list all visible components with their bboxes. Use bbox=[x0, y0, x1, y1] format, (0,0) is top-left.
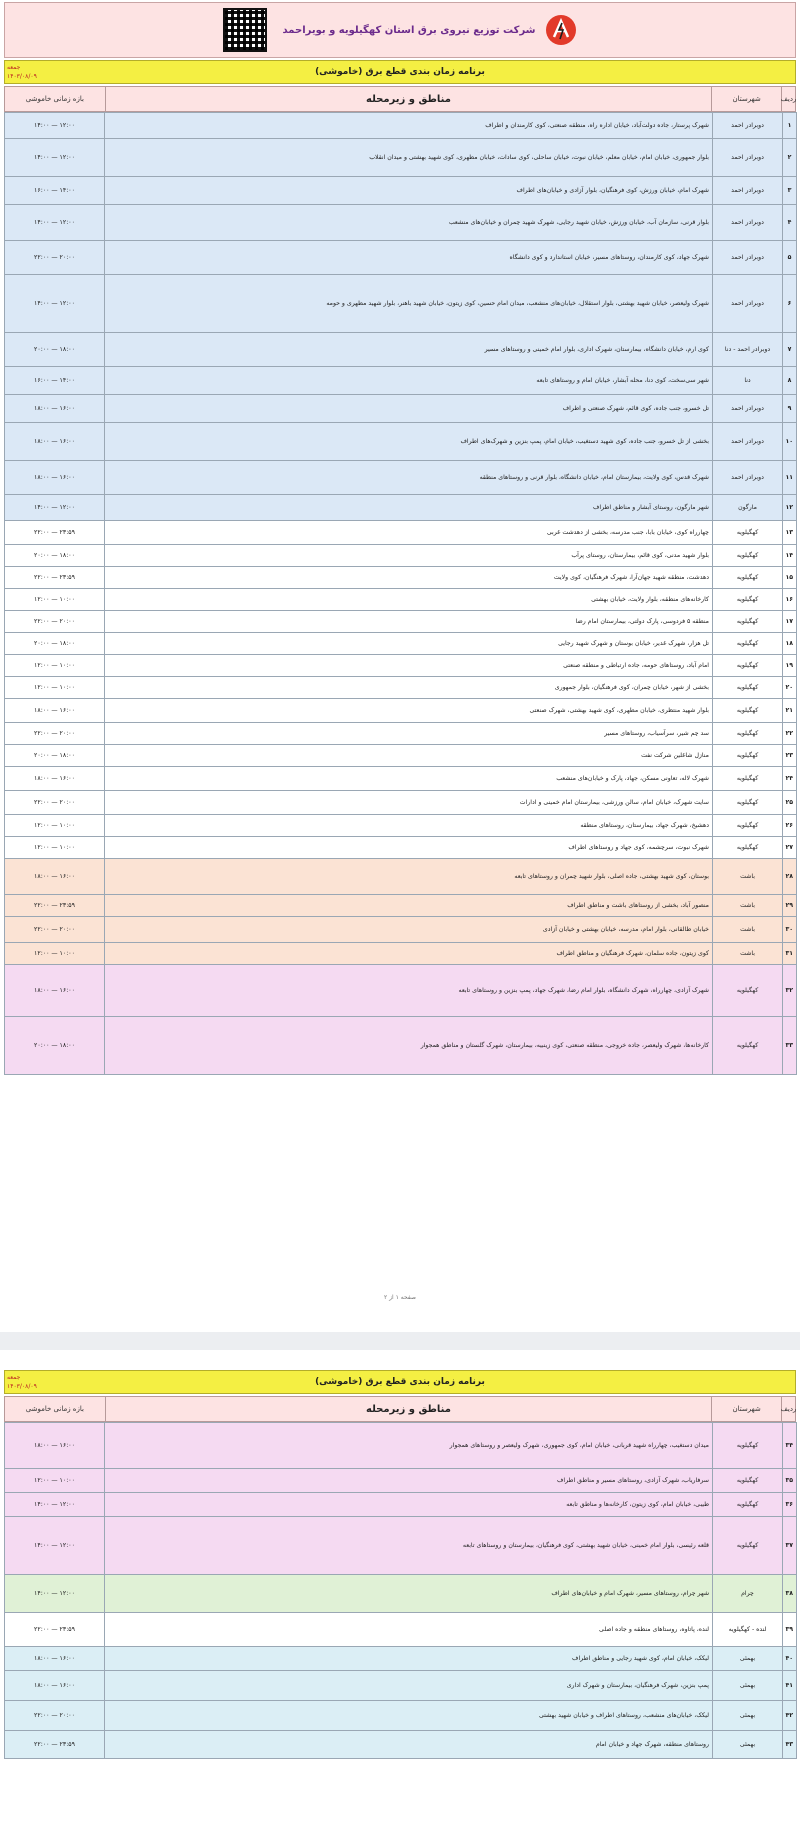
row-number: ۱۸ bbox=[783, 633, 797, 655]
row-number: ۳۱ bbox=[783, 943, 797, 965]
table-row bbox=[5, 1017, 797, 1075]
row-time: ۲۲:۰۰ — ۲۰:۰۰ bbox=[5, 723, 105, 745]
table-row bbox=[5, 567, 797, 589]
row-number: ۵ bbox=[783, 241, 797, 275]
row-time: ۱۸:۰۰ — ۱۶:۰۰ bbox=[5, 461, 105, 495]
row-city: دوبرادر احمد bbox=[713, 139, 783, 177]
table-row bbox=[5, 1423, 797, 1469]
table-row bbox=[5, 917, 797, 943]
row-areas: کوی زیتون، جاده سلمان، شهرک فرهنگیان و مناطق اطراف bbox=[105, 943, 713, 965]
row-city: کهگیلویه bbox=[713, 723, 783, 745]
row-number: ۴۳ bbox=[783, 1731, 797, 1759]
row-areas: منطقه ۵ فردوسی، پارک دولتی، بیمارستان امام رضا bbox=[105, 611, 713, 633]
company-name: شرکت توزیع نیروی برق استان کهگیلویه و بویراحمد bbox=[282, 24, 536, 36]
table-row bbox=[5, 677, 797, 699]
row-city: کهگیلویه bbox=[713, 655, 783, 677]
row-areas: خیابان طالقانی، بلوار امام، مدرسه، خیابان بهشتی و خیابان آزادی bbox=[105, 917, 713, 943]
row-city: لنده - کهگیلویه bbox=[713, 1613, 783, 1647]
row-time: ۲۲:۰۰ — ۲۰:۰۰ bbox=[5, 917, 105, 943]
table-row bbox=[5, 1493, 797, 1517]
row-time: ۱۸:۰۰ — ۱۶:۰۰ bbox=[5, 1647, 105, 1671]
row-city: دوبرادر احمد bbox=[713, 461, 783, 495]
row-time: ۱۲:۰۰ — ۱۰:۰۰ bbox=[5, 589, 105, 611]
row-number: ۱۹ bbox=[783, 655, 797, 677]
table-row bbox=[5, 461, 797, 495]
row-number: ۳۹ bbox=[783, 1613, 797, 1647]
table-row bbox=[5, 943, 797, 965]
row-areas: سرفاریاب، شهرک آزادی، روستاهای مسیر و مناطق اطراف bbox=[105, 1469, 713, 1493]
row-time: ۲۲:۰۰ — ۲۰:۰۰ bbox=[5, 241, 105, 275]
row-city: دوبرادر احمد - دنا bbox=[713, 333, 783, 367]
table-row bbox=[5, 815, 797, 837]
row-number: ۳۸ bbox=[783, 1575, 797, 1613]
row-city: کهگیلویه bbox=[713, 521, 783, 545]
row-number: ۹ bbox=[783, 395, 797, 423]
row-time: ۲۲:۰۰ — ۲۳:۵۹ bbox=[5, 521, 105, 545]
row-city: کهگیلویه bbox=[713, 677, 783, 699]
banner-day: جمعه bbox=[7, 1374, 21, 1381]
row-time: ۲۰:۰۰ — ۱۸:۰۰ bbox=[5, 545, 105, 567]
table-row bbox=[5, 1613, 797, 1647]
row-areas: شهرک قدس، کوی ولایت، بیمارستان امام، خیابان دانشگاه، بلوار قرنی و روستاهای منطقه bbox=[105, 461, 713, 495]
row-areas: بخشی از شهر، خیابان چمران، کوی فرهنگیان، بلوار جمهوری bbox=[105, 677, 713, 699]
row-areas: شهر چرام، روستاهای مسیر، شهرک امام و خیابان‌های اطراف bbox=[105, 1575, 713, 1613]
row-number: ۳۵ bbox=[783, 1469, 797, 1493]
row-city: دنا bbox=[713, 367, 783, 395]
header-areas: مناطق و زیرمحله bbox=[105, 87, 711, 111]
table-row bbox=[5, 655, 797, 677]
row-areas: روستاهای منطقه، شهرک جهاد و خیابان امام bbox=[105, 1731, 713, 1759]
row-time: ۱۴:۰۰ — ۱۲:۰۰ bbox=[5, 1575, 105, 1613]
row-number: ۲۸ bbox=[783, 859, 797, 895]
row-areas: شهرک پرستار، جاده دولت‌آباد، خیابان اداره راه، منطقه صنعتی، کوی کارمندان و اطراف bbox=[105, 113, 713, 139]
row-areas: قلعه رئیسی، بلوار امام خمینی، خیابان شهید بهشتی، کوی فرهنگیان، بیمارستان و روستاهای تابعه bbox=[105, 1517, 713, 1575]
row-areas: لیکک، خیابان‌های منشعب، روستاهای اطراف و خیابان شهید بهشتی bbox=[105, 1701, 713, 1731]
row-time: ۱۲:۰۰ — ۱۰:۰۰ bbox=[5, 943, 105, 965]
row-time: ۱۸:۰۰ — ۱۶:۰۰ bbox=[5, 395, 105, 423]
row-number: ۶ bbox=[783, 275, 797, 333]
row-city: دوبرادر احمد bbox=[713, 113, 783, 139]
row-city: کهگیلویه bbox=[713, 699, 783, 723]
table-row bbox=[5, 1517, 797, 1575]
row-time: ۲۲:۰۰ — ۲۰:۰۰ bbox=[5, 1701, 105, 1731]
row-time: ۱۸:۰۰ — ۱۶:۰۰ bbox=[5, 767, 105, 791]
page-separator bbox=[0, 1270, 800, 1370]
table-row bbox=[5, 859, 797, 895]
header-areas: مناطق و زیرمحله bbox=[105, 1397, 711, 1421]
row-time: ۱۲:۰۰ — ۱۰:۰۰ bbox=[5, 815, 105, 837]
row-areas: دهشیخ، شهرک جهاد، بیمارستان، روستاهای منطقه bbox=[105, 815, 713, 837]
row-city: کهگیلویه bbox=[713, 589, 783, 611]
row-city: کهگیلویه bbox=[713, 767, 783, 791]
table-row bbox=[5, 611, 797, 633]
row-time: ۱۴:۰۰ — ۱۲:۰۰ bbox=[5, 113, 105, 139]
row-time: ۱۸:۰۰ — ۱۶:۰۰ bbox=[5, 859, 105, 895]
row-number: ۱۱ bbox=[783, 461, 797, 495]
row-time: ۱۴:۰۰ — ۱۲:۰۰ bbox=[5, 205, 105, 241]
table-row bbox=[5, 521, 797, 545]
row-areas: چهارراه کوی، خیابان بابا، جنب مدرسه، بخشی از دهدشت غربی bbox=[105, 521, 713, 545]
row-areas: شهر مارگون، روستای آبشار و مناطق اطراف bbox=[105, 495, 713, 521]
row-areas: شهرک آزادی، چهارراه، شهرک دانشگاه، بلوار امام رضا، شهرک جهاد، پمپ بنزین و روستاهای تابعه bbox=[105, 965, 713, 1017]
row-city: کهگیلویه bbox=[713, 1493, 783, 1517]
row-time: ۱۸:۰۰ — ۱۶:۰۰ bbox=[5, 423, 105, 461]
table-row bbox=[5, 333, 797, 367]
table-row bbox=[5, 1469, 797, 1493]
table-row bbox=[5, 241, 797, 275]
row-number: ۳ bbox=[783, 177, 797, 205]
row-time: ۱۴:۰۰ — ۱۲:۰۰ bbox=[5, 139, 105, 177]
table-row bbox=[5, 633, 797, 655]
row-city: مارگون bbox=[713, 495, 783, 521]
row-number: ۱۳ bbox=[783, 521, 797, 545]
row-time: ۱۲:۰۰ — ۱۰:۰۰ bbox=[5, 837, 105, 859]
row-time: ۱۲:۰۰ — ۱۰:۰۰ bbox=[5, 677, 105, 699]
row-areas: لیکک، خیابان امام، کوی شهید رجایی و مناطق اطراف bbox=[105, 1647, 713, 1671]
table-row bbox=[5, 895, 797, 917]
table-row bbox=[5, 1731, 797, 1759]
table-row bbox=[5, 495, 797, 521]
row-number: ۲۶ bbox=[783, 815, 797, 837]
row-number: ۳۰ bbox=[783, 917, 797, 943]
schedule-table bbox=[4, 112, 797, 1075]
row-city: کهگیلویه bbox=[713, 1423, 783, 1469]
row-areas: کارخانه‌ها، شهرک ولیعصر، جاده خروجی، منطقه صنعتی، کوی زینبیه، بیمارستان، شهرک گلستان و مناطق همجوار bbox=[105, 1017, 713, 1075]
header-num: ردیف bbox=[781, 87, 795, 111]
qr-code-icon bbox=[223, 8, 267, 52]
row-number: ۴۱ bbox=[783, 1671, 797, 1701]
row-areas: شهرک لاله، تعاونی مسکن، جهاد، پارک و خیابان‌های منشعب bbox=[105, 767, 713, 791]
row-number: ۱۰ bbox=[783, 423, 797, 461]
schedule-banner bbox=[4, 1370, 796, 1394]
table-row bbox=[5, 965, 797, 1017]
row-city: دوبرادر احمد bbox=[713, 395, 783, 423]
row-city: کهگیلویه bbox=[713, 1517, 783, 1575]
row-number: ۲۷ bbox=[783, 837, 797, 859]
table-row bbox=[5, 423, 797, 461]
row-areas: بخشی از تل خسرو، جنب جاده، کوی شهید دستغیب، خیابان امام، پمپ بنزین و شهرک‌های اطراف bbox=[105, 423, 713, 461]
row-time: ۲۰:۰۰ — ۱۸:۰۰ bbox=[5, 333, 105, 367]
table-row bbox=[5, 205, 797, 241]
row-time: ۲۲:۰۰ — ۲۰:۰۰ bbox=[5, 791, 105, 815]
row-time: ۱۴:۰۰ — ۱۲:۰۰ bbox=[5, 275, 105, 333]
table-row bbox=[5, 1575, 797, 1613]
row-number: ۲۳ bbox=[783, 745, 797, 767]
table-row bbox=[5, 767, 797, 791]
table-row bbox=[5, 1671, 797, 1701]
row-areas: شهرک جهاد، کوی کارمندان، روستاهای مسیر، خیابان استاندارد و کوی دانشگاه bbox=[105, 241, 713, 275]
row-city: بهمئی bbox=[713, 1647, 783, 1671]
row-areas: شهرک امام، خیابان ورزش، کوی فرهنگیان، بلوار آزادی و خیابان‌های اطراف bbox=[105, 177, 713, 205]
row-time: ۱۴:۰۰ — ۱۲:۰۰ bbox=[5, 1493, 105, 1517]
table-row bbox=[5, 1647, 797, 1671]
table-row bbox=[5, 589, 797, 611]
row-city: دوبرادر احمد bbox=[713, 275, 783, 333]
table-row bbox=[5, 791, 797, 815]
row-city: کهگیلویه bbox=[713, 545, 783, 567]
row-number: ۳۶ bbox=[783, 1493, 797, 1517]
row-areas: تل هزار، شهرک غدیر، خیابان بوستان و شهرک شهید رجایی bbox=[105, 633, 713, 655]
table-row bbox=[5, 745, 797, 767]
row-city: کهگیلویه bbox=[713, 965, 783, 1017]
table-header bbox=[4, 86, 796, 112]
row-number: ۲۰ bbox=[783, 677, 797, 699]
row-number: ۳۲ bbox=[783, 965, 797, 1017]
page-footer: صفحه ۱ از ۲ bbox=[384, 1294, 416, 1301]
banner-date: ۱۴۰۳/۰۸/۰۹ bbox=[7, 1383, 37, 1390]
row-number: ۳۷ bbox=[783, 1517, 797, 1575]
row-city: باشت bbox=[713, 859, 783, 895]
row-number: ۲۴ bbox=[783, 767, 797, 791]
row-areas: میدان دستغیب، چهارراه شهید قربانی، خیابان امام، کوی جمهوری، شهرک ولیعصر و روستاهای همجوار bbox=[105, 1423, 713, 1469]
table-row bbox=[5, 723, 797, 745]
row-areas: سد چم شیر، سرآسیاب، روستاهای مسیر bbox=[105, 723, 713, 745]
row-number: ۱۶ bbox=[783, 589, 797, 611]
row-city: بهمئی bbox=[713, 1731, 783, 1759]
row-number: ۲۲ bbox=[783, 723, 797, 745]
row-city: کهگیلویه bbox=[713, 1469, 783, 1493]
row-time: ۲۰:۰۰ — ۱۸:۰۰ bbox=[5, 1017, 105, 1075]
row-number: ۳۴ bbox=[783, 1423, 797, 1469]
row-areas: شهرک ولیعصر، خیابان شهید بهشتی، بلوار استقلال، خیابان‌های منشعب، میدان امام حسین، کوی زیتون، خیابان شهید باهنر، بلوار شهید مطهری و حومه bbox=[105, 275, 713, 333]
row-city: کهگیلویه bbox=[713, 791, 783, 815]
row-areas: منصور آباد، بخشی از روستاهای باشت و مناطق اطراف bbox=[105, 895, 713, 917]
row-time: ۱۸:۰۰ — ۱۶:۰۰ bbox=[5, 1423, 105, 1469]
row-city: کهگیلویه bbox=[713, 745, 783, 767]
row-number: ۷ bbox=[783, 333, 797, 367]
row-city: کهگیلویه bbox=[713, 633, 783, 655]
header-city: شهرستان bbox=[711, 1397, 781, 1421]
row-city: بهمئی bbox=[713, 1671, 783, 1701]
row-areas: پمپ بنزین، شهرک فرهنگیان، بیمارستان و شهرک اداری bbox=[105, 1671, 713, 1701]
row-time: ۲۲:۰۰ — ۲۳:۵۹ bbox=[5, 567, 105, 589]
row-time: ۱۲:۰۰ — ۱۰:۰۰ bbox=[5, 655, 105, 677]
schedule-table bbox=[4, 1422, 797, 1759]
schedule-banner bbox=[4, 60, 796, 84]
row-city: کهگیلویه bbox=[713, 611, 783, 633]
row-areas: لنده، پاتاوه، روستاهای منطقه و جاده اصلی bbox=[105, 1613, 713, 1647]
header-time: بازه زمانی خاموشی bbox=[25, 1405, 84, 1413]
table-header bbox=[4, 1396, 796, 1422]
row-number: ۲۱ bbox=[783, 699, 797, 723]
row-number: ۲۵ bbox=[783, 791, 797, 815]
row-number: ۳۳ bbox=[783, 1017, 797, 1075]
row-city: دوبرادر احمد bbox=[713, 205, 783, 241]
row-time: ۱۶:۰۰ — ۱۴:۰۰ bbox=[5, 177, 105, 205]
header-city: شهرستان bbox=[711, 87, 781, 111]
row-city: چرام bbox=[713, 1575, 783, 1613]
row-number: ۱ bbox=[783, 113, 797, 139]
row-city: کهگیلویه bbox=[713, 567, 783, 589]
row-time: ۱۸:۰۰ — ۱۶:۰۰ bbox=[5, 965, 105, 1017]
row-number: ۴۰ bbox=[783, 1647, 797, 1671]
row-time: ۲۲:۰۰ — ۲۰:۰۰ bbox=[5, 611, 105, 633]
table-row bbox=[5, 1701, 797, 1731]
row-areas: شهر سی‌سخت، کوی دنا، محله آبشار، خیابان امام و روستاهای تابعه bbox=[105, 367, 713, 395]
row-time: ۱۲:۰۰ — ۱۰:۰۰ bbox=[5, 1469, 105, 1493]
row-areas: بلوار قرنی، سازمان آب، خیابان ورزش، خیابان شهید رجایی، شهرک شهید چمران و خیابان‌های منشعب bbox=[105, 205, 713, 241]
row-time: ۲۲:۰۰ — ۲۳:۵۹ bbox=[5, 1731, 105, 1759]
row-areas: کارخانه‌های منطقه، بلوار ولایت، خیابان بهشتی bbox=[105, 589, 713, 611]
row-areas: منازل شاغلین شرکت نفت bbox=[105, 745, 713, 767]
row-city: دوبرادر احمد bbox=[713, 177, 783, 205]
row-city: کهگیلویه bbox=[713, 1017, 783, 1075]
row-number: ۸ bbox=[783, 367, 797, 395]
row-number: ۱۲ bbox=[783, 495, 797, 521]
row-areas: تل خسرو، جنب جاده، کوی قائم، شهرک صنعتی و اطراف bbox=[105, 395, 713, 423]
row-areas: دهدشت، منطقه شهید جهان‌آرا، شهرک فرهنگیان، کوی ولایت bbox=[105, 567, 713, 589]
row-city: دوبرادر احمد bbox=[713, 241, 783, 275]
row-areas: بلوار شهید مدنی، کوی قائم، بیمارستان، روستای پرآب bbox=[105, 545, 713, 567]
row-areas: بلوار شهید منتظری، خیابان مطهری، کوی شهید بهشتی، شهرک صنعتی bbox=[105, 699, 713, 723]
row-number: ۱۷ bbox=[783, 611, 797, 633]
banner-title: برنامه زمان بندی قطع برق (خاموشی) bbox=[315, 67, 485, 77]
row-time: ۱۴:۰۰ — ۱۲:۰۰ bbox=[5, 1517, 105, 1575]
table-row bbox=[5, 139, 797, 177]
row-time: ۲۲:۰۰ — ۲۳:۵۹ bbox=[5, 1613, 105, 1647]
row-time: ۲۰:۰۰ — ۱۸:۰۰ bbox=[5, 633, 105, 655]
table-row bbox=[5, 699, 797, 723]
row-city: باشت bbox=[713, 917, 783, 943]
table-row bbox=[5, 113, 797, 139]
row-time: ۱۸:۰۰ — ۱۶:۰۰ bbox=[5, 699, 105, 723]
banner-date: ۱۴۰۳/۰۸/۰۹ bbox=[7, 73, 37, 80]
row-areas: طیبی، خیابان امام، کوی زیتون، کارخانه‌ها و مناطق تابعه bbox=[105, 1493, 713, 1517]
schedule-page-2 bbox=[0, 1370, 800, 1840]
row-time: ۱۸:۰۰ — ۱۶:۰۰ bbox=[5, 1671, 105, 1701]
header-time: بازه زمانی خاموشی bbox=[25, 95, 84, 103]
row-time: ۱۴:۰۰ — ۱۲:۰۰ bbox=[5, 495, 105, 521]
row-time: ۱۶:۰۰ — ۱۴:۰۰ bbox=[5, 367, 105, 395]
company-logo-icon bbox=[544, 13, 578, 47]
row-number: ۲ bbox=[783, 139, 797, 177]
row-number: ۴ bbox=[783, 205, 797, 241]
row-areas: سایت شهرک، خیابان امام، سالن ورزشی، بیمارستان امام خمینی و ادارات bbox=[105, 791, 713, 815]
table-row bbox=[5, 395, 797, 423]
row-number: ۱۵ bbox=[783, 567, 797, 589]
table-row bbox=[5, 367, 797, 395]
row-city: کهگیلویه bbox=[713, 815, 783, 837]
row-areas: بلوار جمهوری، خیابان امام، خیابان معلم، خیابان نبوت، خیابان ساحلی، کوی سادات، خیابان مطهری، کوی شهید بهشتی و میدان انقلاب bbox=[105, 139, 713, 177]
table-row bbox=[5, 837, 797, 859]
row-number: ۲۹ bbox=[783, 895, 797, 917]
row-time: ۲۰:۰۰ — ۱۸:۰۰ bbox=[5, 745, 105, 767]
row-areas: بوستان، کوی شهید بهشتی، جاده اصلی، بلوار شهید چمران و روستاهای تابعه bbox=[105, 859, 713, 895]
row-city: باشت bbox=[713, 895, 783, 917]
header-num: ردیف bbox=[781, 1397, 795, 1421]
row-number: ۱۴ bbox=[783, 545, 797, 567]
banner-day: جمعه bbox=[7, 64, 21, 71]
row-city: باشت bbox=[713, 943, 783, 965]
row-time: ۲۲:۰۰ — ۲۳:۵۹ bbox=[5, 895, 105, 917]
row-areas: کوی ارم، خیابان دانشگاه، بیمارستان، شهرک اداری، بلوار امام خمینی و روستاهای مسیر bbox=[105, 333, 713, 367]
banner-title: برنامه زمان بندی قطع برق (خاموشی) bbox=[315, 1377, 485, 1387]
row-city: کهگیلویه bbox=[713, 837, 783, 859]
row-areas: امام آباد، روستاهای حومه، جاده ارتباطی و منطقه صنعتی bbox=[105, 655, 713, 677]
row-areas: شهرک نبوت، سرچشمه، کوی جهاد و روستاهای اطراف bbox=[105, 837, 713, 859]
company-header bbox=[4, 2, 796, 58]
row-number: ۴۲ bbox=[783, 1701, 797, 1731]
table-row bbox=[5, 275, 797, 333]
row-city: دوبرادر احمد bbox=[713, 423, 783, 461]
table-row bbox=[5, 177, 797, 205]
table-row bbox=[5, 545, 797, 567]
row-city: بهمئی bbox=[713, 1701, 783, 1731]
